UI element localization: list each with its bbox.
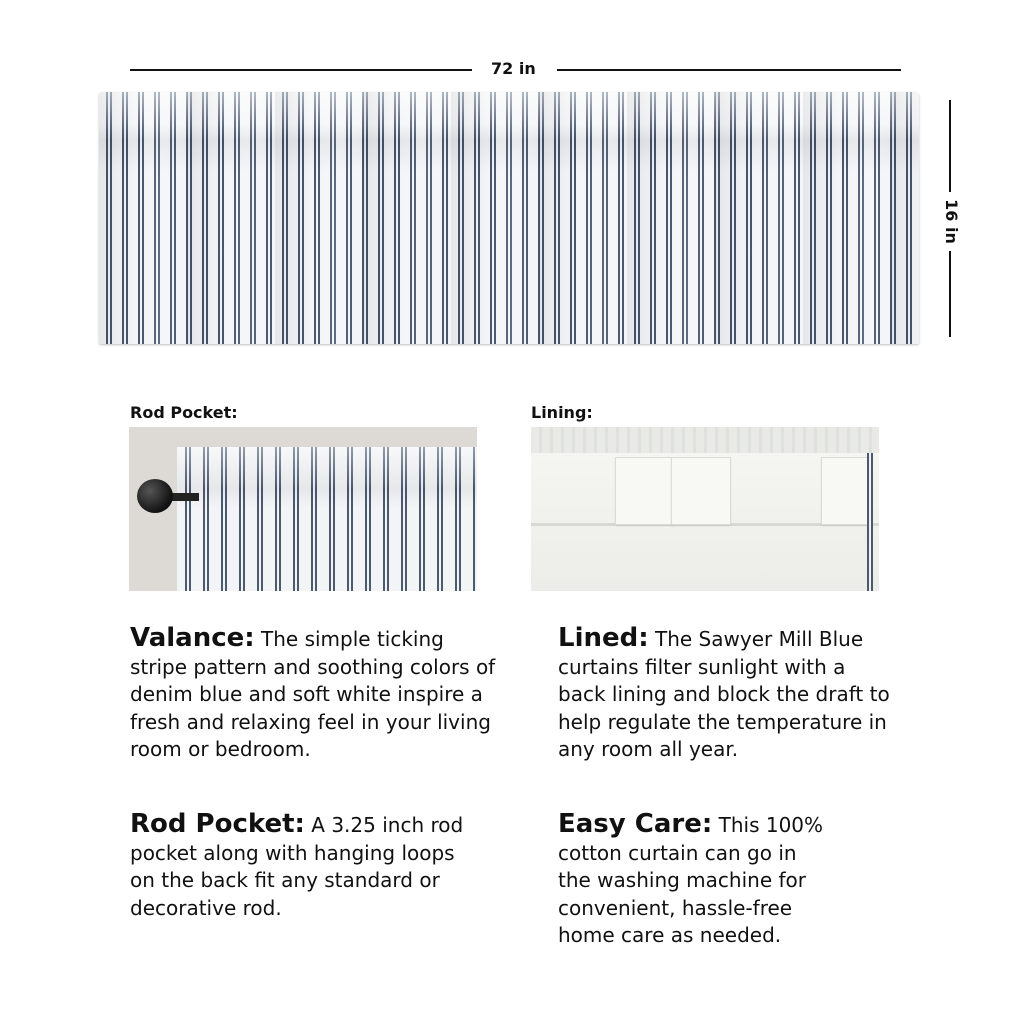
easy-care-feature-title: Easy Care: bbox=[558, 809, 713, 839]
width-dimension-line-right bbox=[557, 69, 901, 71]
hanging-loop bbox=[671, 457, 731, 525]
lined-feature-title: Lined: bbox=[558, 623, 649, 653]
valance-product-image bbox=[99, 92, 919, 344]
lining-photo bbox=[531, 427, 879, 591]
hanging-loop bbox=[615, 457, 673, 525]
width-dimension-label: 72 in bbox=[491, 59, 536, 78]
rod-pocket-caption: Rod Pocket: bbox=[130, 403, 238, 422]
hanging-loop bbox=[821, 457, 871, 525]
valance-feature-text: The simple ticking stripe pattern and soothing colors of denim blue and soft white inspire a fresh and relaxing feel in your living room or bedroom. bbox=[130, 627, 496, 761]
height-dimension-label-wrap bbox=[934, 196, 968, 246]
curtain-rod bbox=[169, 493, 199, 501]
height-dimension-label: 16 in bbox=[941, 198, 961, 244]
rod-pocket-feature-title: Rod Pocket: bbox=[130, 809, 305, 839]
lining-top-stripe bbox=[531, 427, 879, 453]
lined-feature bbox=[558, 625, 898, 764]
lining-stripe-edge bbox=[867, 453, 873, 591]
rod-pocket-feature-text: A 3.25 inch rod pocket along with hanging loops on the back fit any standard or decorative rod. bbox=[130, 813, 464, 920]
rod-finial-icon bbox=[137, 479, 173, 513]
valance-feature-title: Valance: bbox=[130, 623, 255, 653]
lining-caption: Lining: bbox=[531, 403, 593, 422]
width-dimension-line-left bbox=[130, 69, 472, 71]
lined-feature-text: The Sawyer Mill Blue curtains filter sunlight with a back lining and block the draft to help regulate the temperature in any room all year. bbox=[558, 627, 890, 761]
height-dimension-line-top bbox=[949, 100, 951, 192]
rod-pocket-photo bbox=[129, 427, 477, 591]
rod-pocket-feature bbox=[130, 811, 475, 922]
easy-care-feature bbox=[558, 811, 826, 950]
height-dimension-line-bottom bbox=[949, 251, 951, 337]
rod-pocket-fabric bbox=[177, 447, 477, 591]
easy-care-feature-text: This 100% cotton curtain can go in the washing machine for convenient, hassle-free home care as needed. bbox=[558, 813, 824, 947]
valance-feature bbox=[130, 625, 500, 764]
